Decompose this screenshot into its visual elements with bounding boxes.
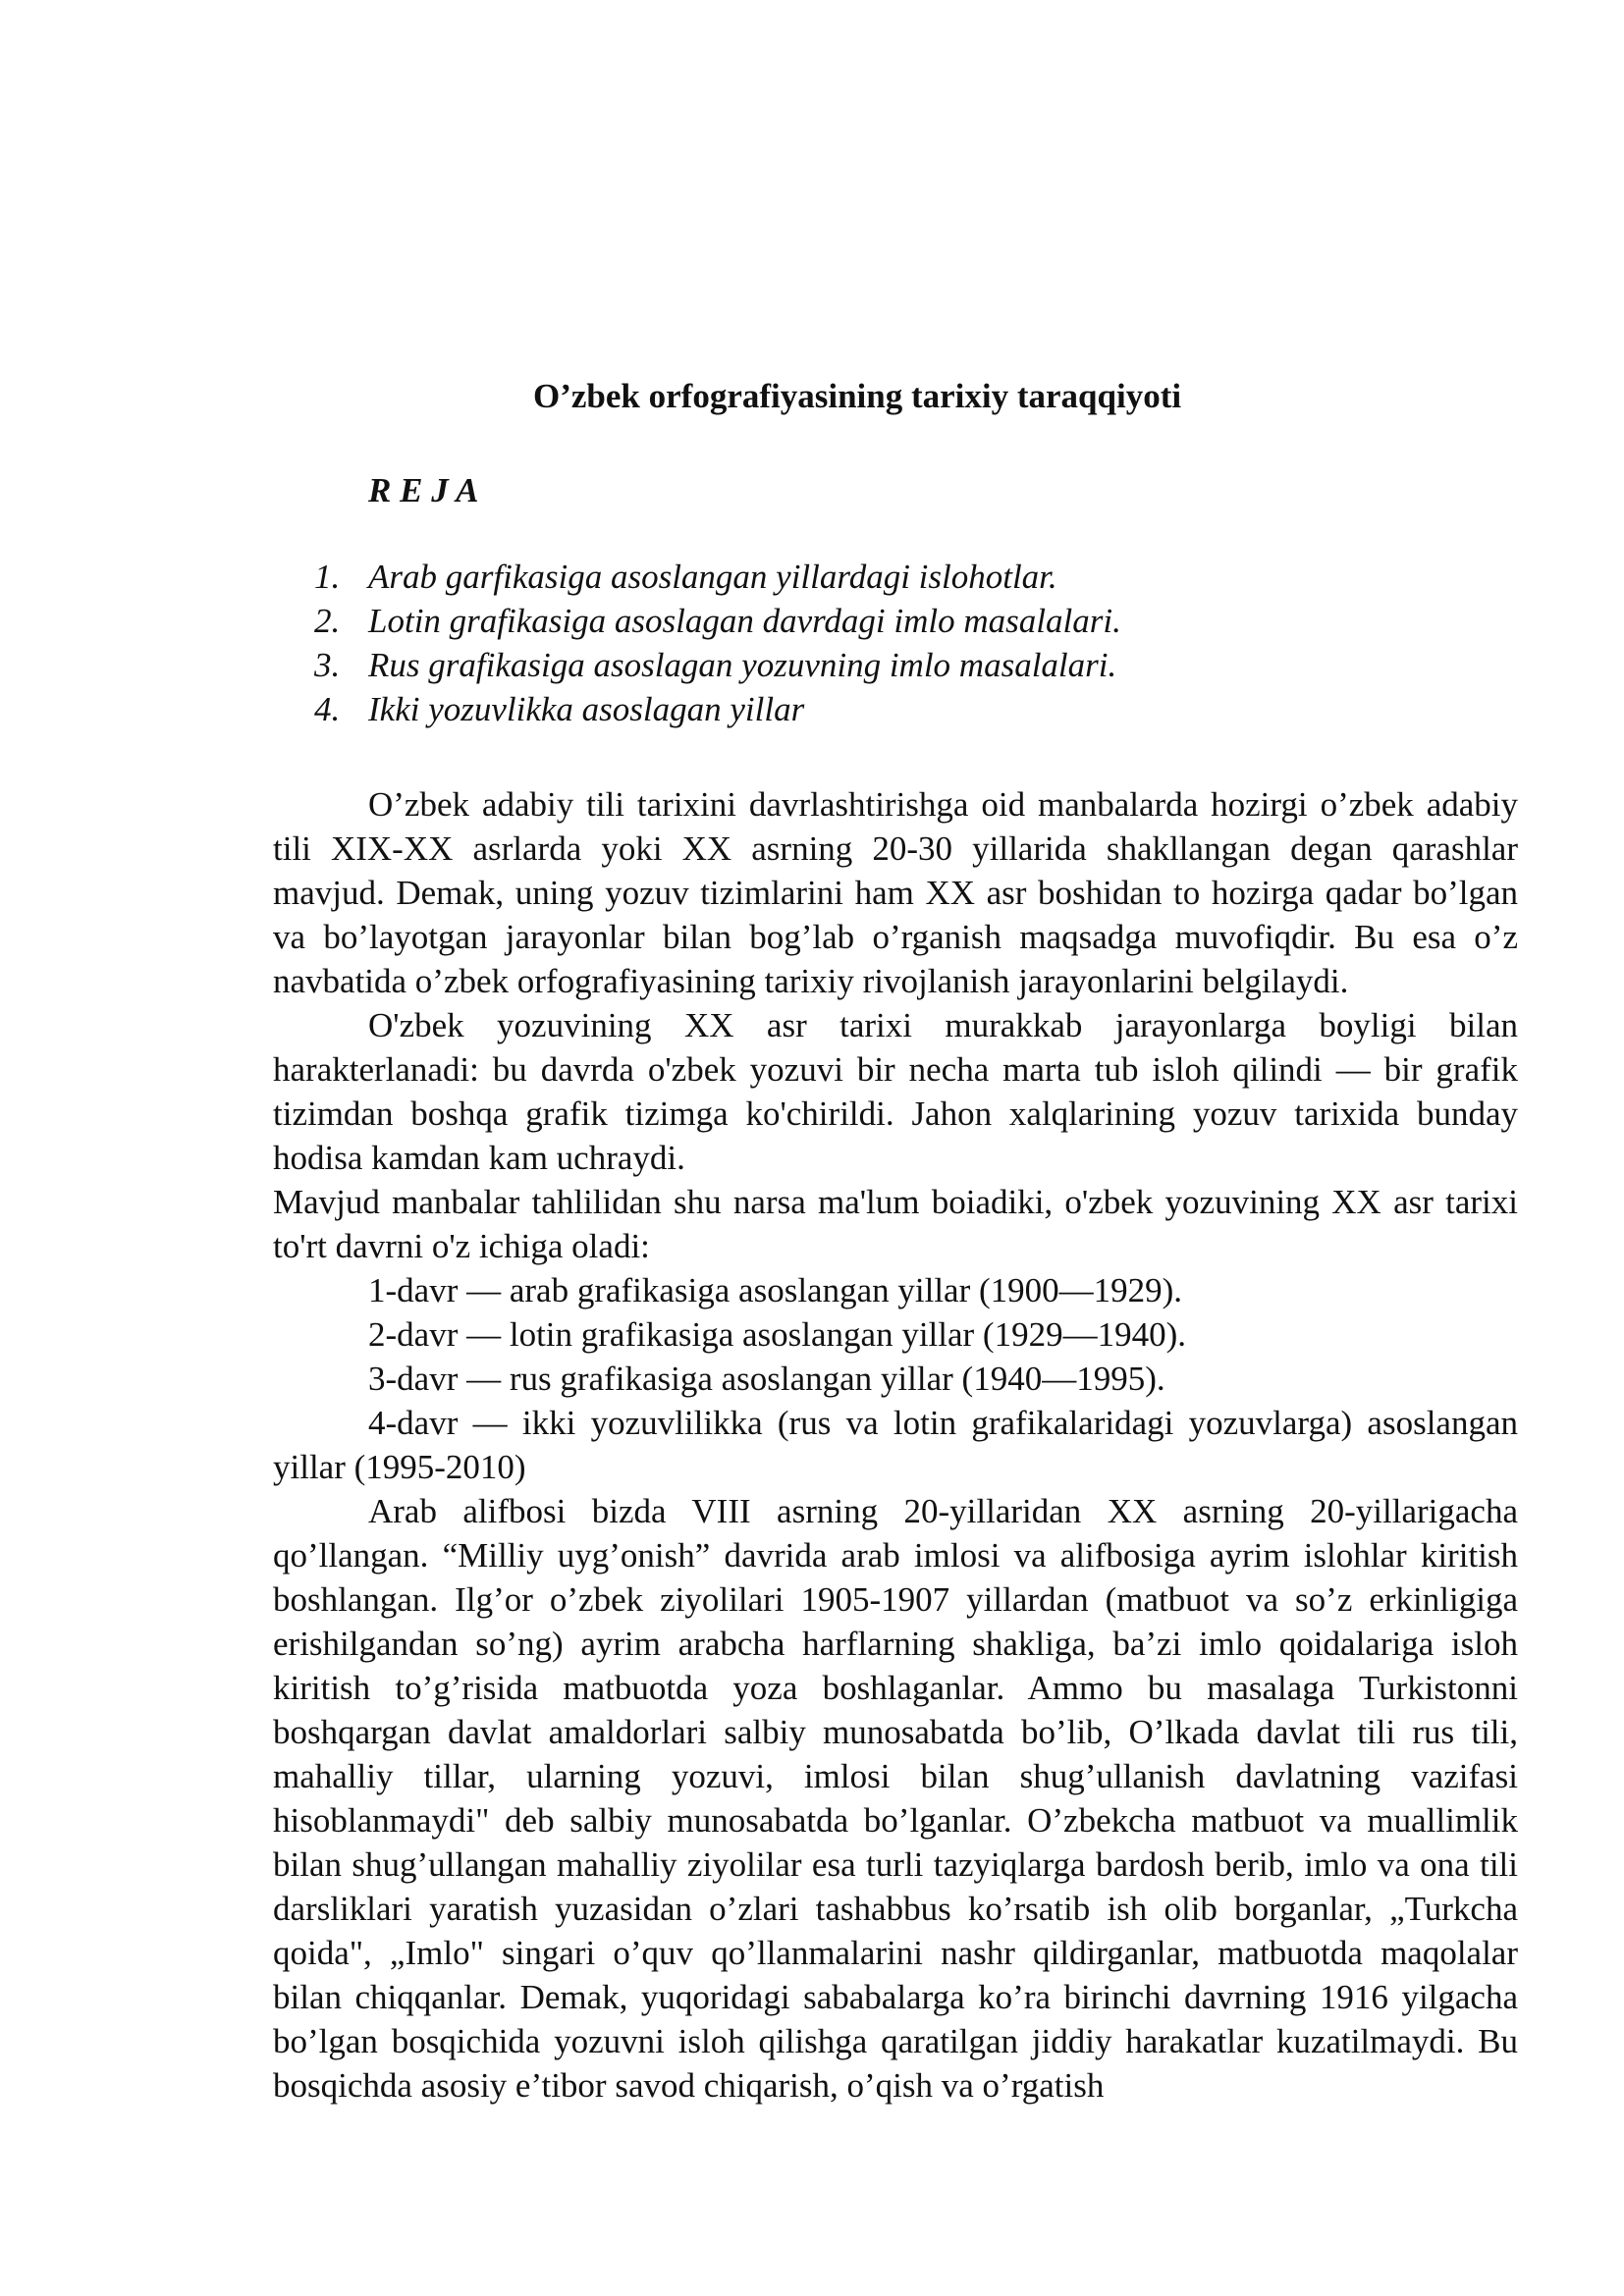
plan-item-number: 4. [314, 690, 341, 728]
body-paragraph: O’zbek adabiy tili tarixini davrlashtirishga oid manbalarda hozirgi o’zbek adabiy tili XIX-XX asrlarda yoki XX asrning 20-30 yillarida shakllangan degan qarashlar mavjud. Demak, uning yozuv tizimlarini ham XX asr boshidan to hozirga qadar bo’lgan va bo’layotgan jarayonlar bilan bog’lab o’rganish maqsadga muvofiqdir. Bu esa o’z navbatida o’zbek orfografiyasining tarixiy rivojlanish jarayonlarini belgilaydi. [273, 785, 1518, 1000]
plan-item-text: Lotin grafikasiga asoslagan davrdagi imlo masalalari. [368, 602, 1121, 640]
document-title: O’zbek orfografiyasining tarixiy taraqqiyoti [533, 377, 1182, 415]
body-paragraph: O'zbek yozuvining XX asr tarixi murakkab jarayonlarga boyligi bilan harakterlanadi: bu davrda o'zbek yozuvi bir necha marta tub isloh qilindi — bir grafik tizimdan boshqa grafik tizimga ko'chirildi. Jahon xalqlarining yozuv tarixida bunday hodisa kamdan kam uchraydi. [273, 1006, 1518, 1177]
plan-heading: R E J A [368, 471, 479, 509]
plan-item-text: Rus grafikasiga asoslagan yozuvning imlo masalalari. [368, 646, 1117, 684]
plan-item-number: 2. [314, 602, 341, 640]
plan-item-number: 1. [314, 558, 341, 596]
plan-item-text: Arab garfikasiga asoslangan yillardagi islohotlar. [368, 558, 1057, 596]
plan-item [314, 687, 1296, 731]
document-body [273, 782, 1518, 2108]
period-item: 4-davr — ikki yozuvlilikka (rus va lotin grafikalaridagi yozuvlarga) asoslangan yillar (1995-2010) [273, 1404, 1518, 1486]
plan-item [314, 643, 1296, 687]
plan-item [314, 599, 1296, 643]
plan-item [314, 555, 1296, 599]
body-paragraph: Arab alifbosi bizda VIII asrning 20-yillaridan XX asrning 20-yillarigacha qo’llangan. “Milliy uyg’onish” davrida arab imlosi va alifbosiga ayrim islohlar kiritish boshlangan. Ilg’or o’zbek ziyolilari 1905-1907 yillardan (matbuot va so’z erkinligiga erishilgandan so’ng) ayrim arabcha harflarning shakliga, ba’zi imlo qoidalariga isloh kiritish to’g’risida matbuotda yoza boshlaganlar. Ammo bu masalaga Turkistonni boshqargan davlat amaldorlari salbiy munosabatda bo’lib, O’lkada davlat tili rus tili, mahalliy tillar, ularning yozuvi, imlosi bilan shug’ullanish davlatning vazifasi hisoblanmaydi" deb salbiy munosabatda bo’lganlar. O’zbekcha matbuot va muallimlik bilan shug’ullangan mahalliy ziyolilar esa turli tazyiqlarga bardosh berib, imlo va ona tili darsliklari yaratish yuzasidan o’zlari tashabbus ko’rsatib ish olib borganlar, „Turkcha qoida", „Imlo" singari o’quv qo’llanmalarini nashr qildirganlar, matbuotda maqolalar bilan chiqqanlar. Demak, yuqoridagi sababalarga ko’ra birinchi davrning 1916 yilgacha bo’lgan bosqichida yozuvni isloh qilishga qaratilgan jiddiy harakatlar kuzatilmaydi. Bu bosqichda asosiy e’tibor savod chiqarish, o’qish va o’rgatish [273, 1492, 1518, 2105]
period-item: 2-davr — lotin grafikasiga asoslangan yillar (1929—1940). [368, 1315, 1186, 1354]
plan-item-text: Ikki yozuvlikka asoslagan yillar [368, 690, 805, 728]
plan-list [314, 555, 1296, 731]
plan-item-number: 3. [314, 646, 341, 684]
body-paragraph: Mavjud manbalar tahlilidan shu narsa ma'lum boiadiki, o'zbek yozuvining XX asr tarixi to'rt davrni o'z ichiga oladi: [273, 1183, 1518, 1265]
period-item: 1-davr — arab grafikasiga asoslangan yillar (1900—1929). [368, 1271, 1183, 1309]
period-item: 3-davr — rus grafikasiga asoslangan yillar (1940—1995). [368, 1360, 1165, 1398]
